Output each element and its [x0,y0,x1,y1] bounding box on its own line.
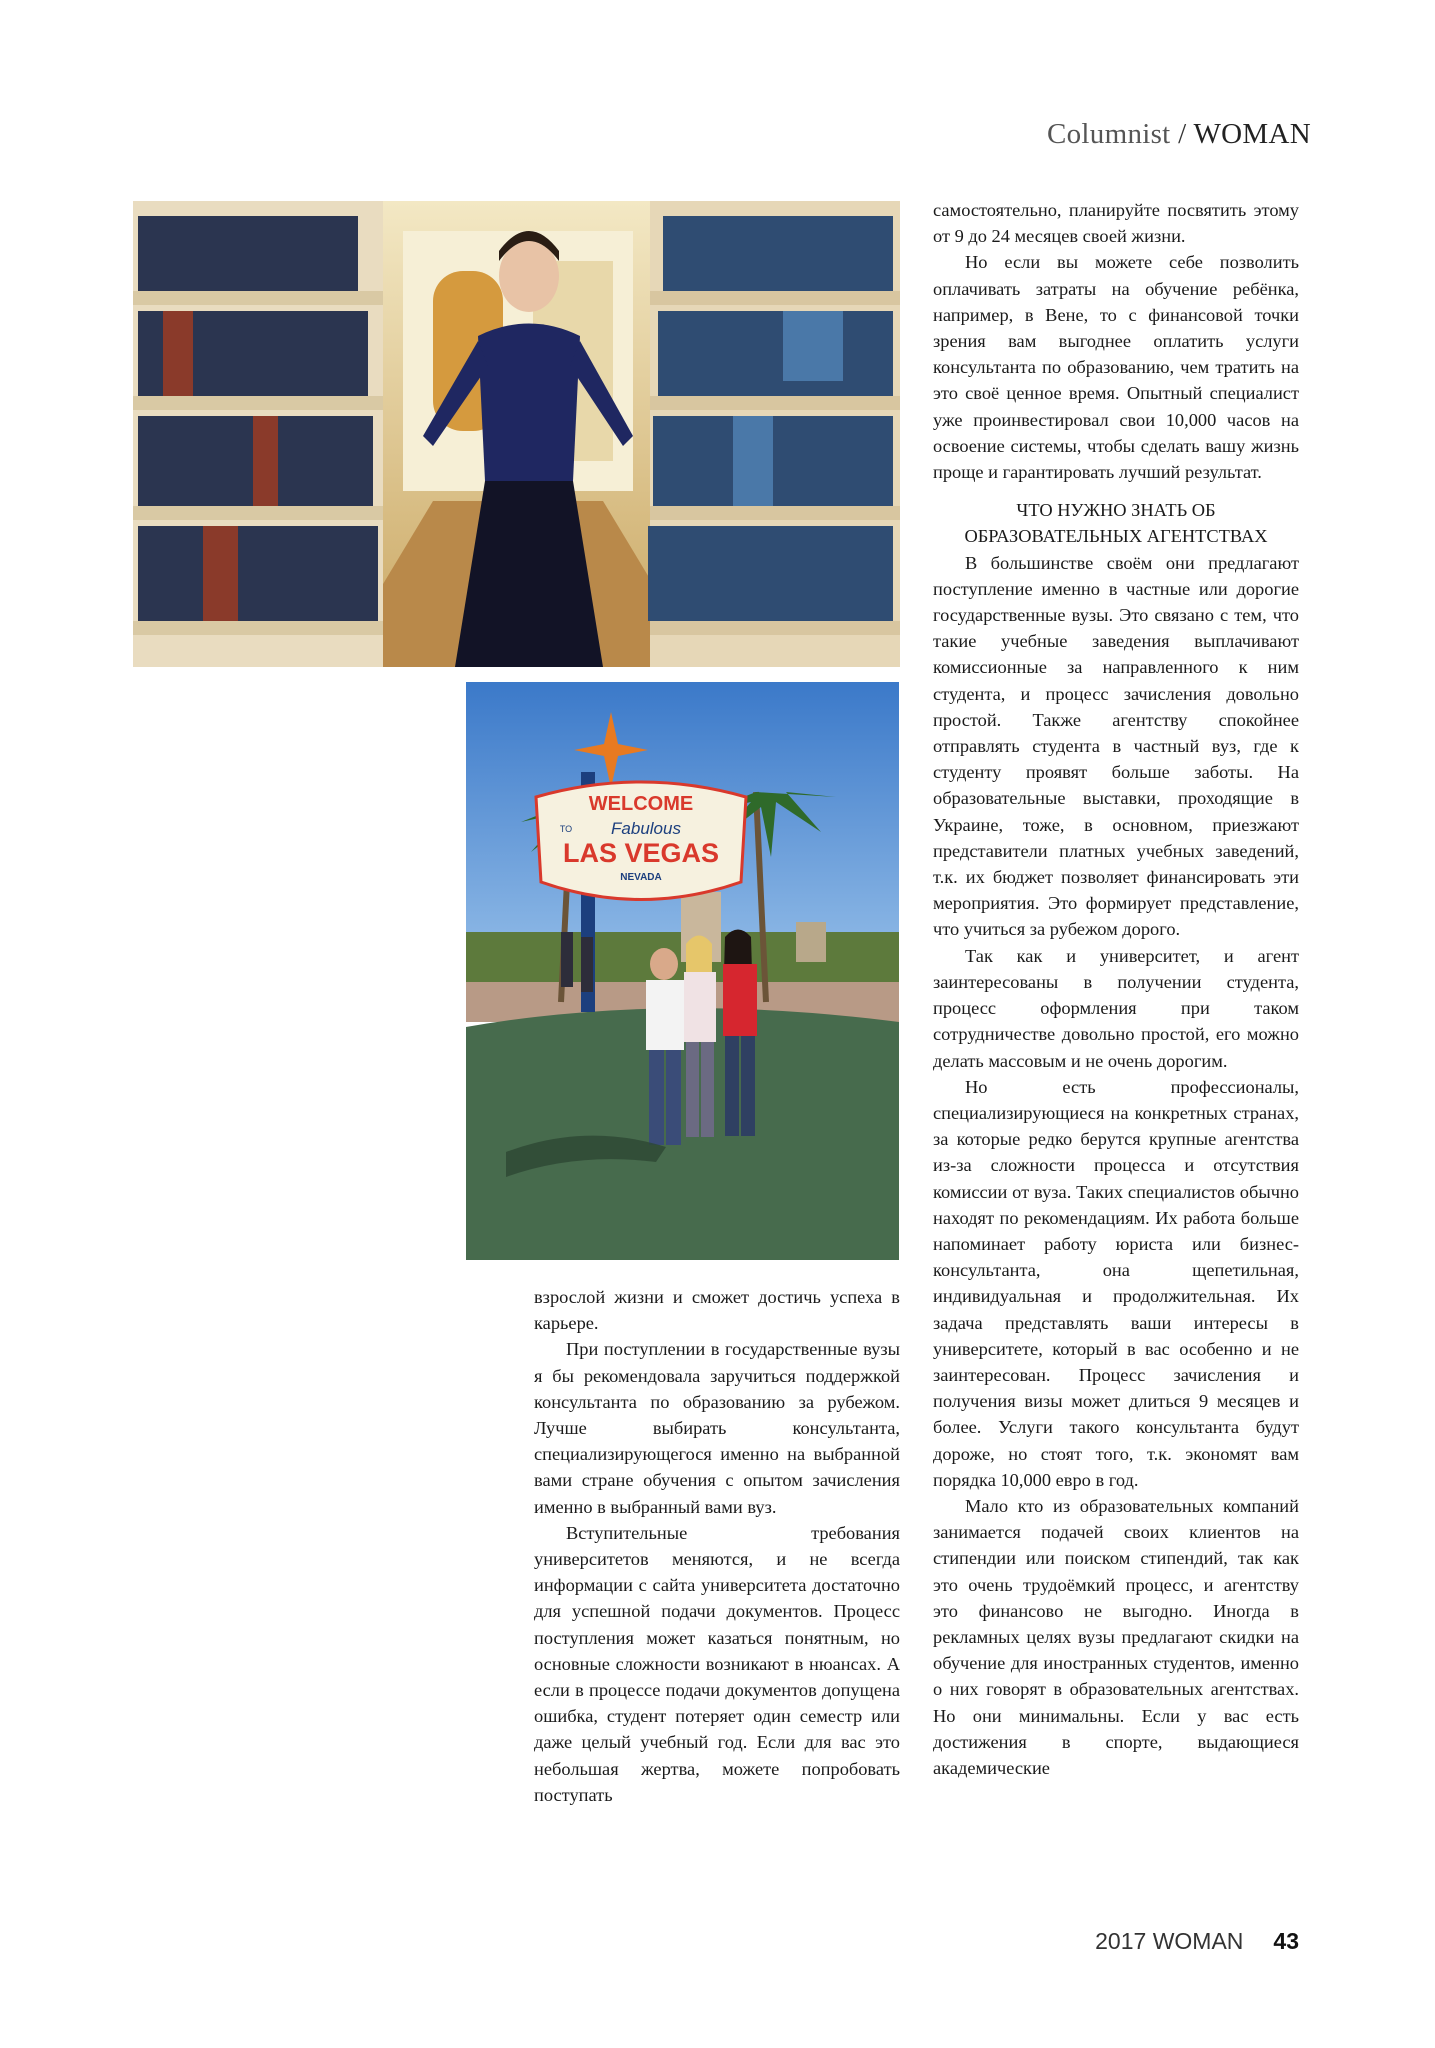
left-paragraph-1: взрослой жизни и сможет достичь успеха в карьере. [534,1287,900,1334]
right-paragraph-6: Мало кто из образовательных компаний занимается подачей своих клиентов на стипендии или поиском стипендий, так как это очень трудоёмкий процесс, и агентству это финансово не выгодно. Иногда в рекламных целях вузы предлагают скидки на обучение для иностранных студентов, именно о них говорят в образовательных агентствах. Но они минимальны. Если у вас есть достижения в спорте, выдающиеся академические [933,1495,1299,1778]
sign-nevada: NEVADA [620,872,662,883]
header-separator: / [1178,118,1187,150]
right-paragraph-2: Но если вы можете себе позволить оплачивать затраты на обучение ребёнка, например, в Вене, то с финансовой точки зрения вам выгоднее оплатить услуги консультанта по образованию, чем тратить на это своё ценное время. Опытный специалист уже проинвестировал свои 10,000 часов на освоение системы, чтобы сделать вашу жизнь проще и гарантировать лучший результат. [933,252,1299,483]
running-header [1047,118,1311,151]
right-paragraph-1: самостоятельно, планируйте посвятить этому от 9 до 24 месяцев своей жизни. [933,200,1299,247]
library-photo [133,201,900,667]
article-column-right [933,197,1299,1781]
sign-welcome: WELCOME [588,793,694,815]
sign-fabulous: Fabulous [611,819,681,838]
subheading-line-2: ОБРАЗОВАТЕЛЬНЫХ АГЕНТСТВАХ [964,526,1268,547]
right-paragraph-4: Так как и университет, и агент заинтересованы в получении студента, процесс оформления при таком сотрудничестве довольно простой, его можно делать массовым и не очень дорогим. [933,945,1299,1071]
section-subheading [933,497,1299,549]
page-number: 43 [1273,1928,1299,1954]
library-photo-illustration [133,201,900,667]
las-vegas-photo [466,682,899,1260]
footer-issue: 2017 WOMAN [1095,1928,1244,1954]
header-section: Columnist [1046,118,1171,150]
subheading-line-1: ЧТО НУЖНО ЗНАТЬ ОБ [1016,500,1216,521]
right-paragraph-5: Но есть профессионалы, специализирующиеся на конкретных странах, за которые редко берутся крупные агентства из-за сложности процесса и отсутствия комиссии от вуза. Таких специалистов обычно находят по рекомендациям. Их работа больше напоминает работу юриста или бизнес-консультанта, она щепетильная, индивидуальная и продолжительная. Их задача представлять ваши интересы в университете, который в вас особенно и не заинтересован. Процесс зачисления и получения визы может длиться 9 месяцев и более. Услуги такого консультанта будут дороже, но стоят того, т.к. экономят вам порядка 10,000 евро в год. [933,1076,1299,1490]
las-vegas-photo-illustration [466,682,899,1260]
left-paragraph-3: Вступительные требования университетов меняются, и не всегда информации с сайта университета достаточно для успешной подачи документов. Процесс поступления может казаться понятным, но основные сложности возникают в нюансах. А если в процессе подачи документов допущена ошибка, студент потеряет один семестр или даже целый учебный год. Если для вас это небольшая жертва, можете попробовать поступать [534,1522,900,1805]
left-paragraph-2: При поступлении в государственные вузы я бы рекомендовала заручиться поддержкой консультанта по образованию за рубежом. Лучше выбирать консультанта, специализирующегося именно на выбранной вами стране обучения с опытом зачисления именно в выбранный вами вуз. [534,1339,900,1517]
header-magazine: WOMAN [1193,118,1311,150]
article-column-left [534,1284,900,1808]
sign-las-vegas: LAS VEGAS [562,838,720,868]
right-paragraph-3: В большинстве своём они предлагают поступление именно в частные или дорогие государственные вузы. Это связано с тем, что такие учебные заведения выплачивают комиссионные за направленного к ним студента, и процесс зачисления довольно простой. Также агентству спокойнее отправлять студента в частный вуз, где к студенту проявят больше заботы. На образовательные выставки, проходящие в Украине, тоже, в основном, приезжают представители платных учебных заведений, т.к. их бюджет позволяет финансировать эти мероприятия. Это формирует представление, что учиться за рубежом дорого. [933,552,1299,940]
sign-to: TO [559,824,573,834]
page-footer [1095,1928,1299,1955]
